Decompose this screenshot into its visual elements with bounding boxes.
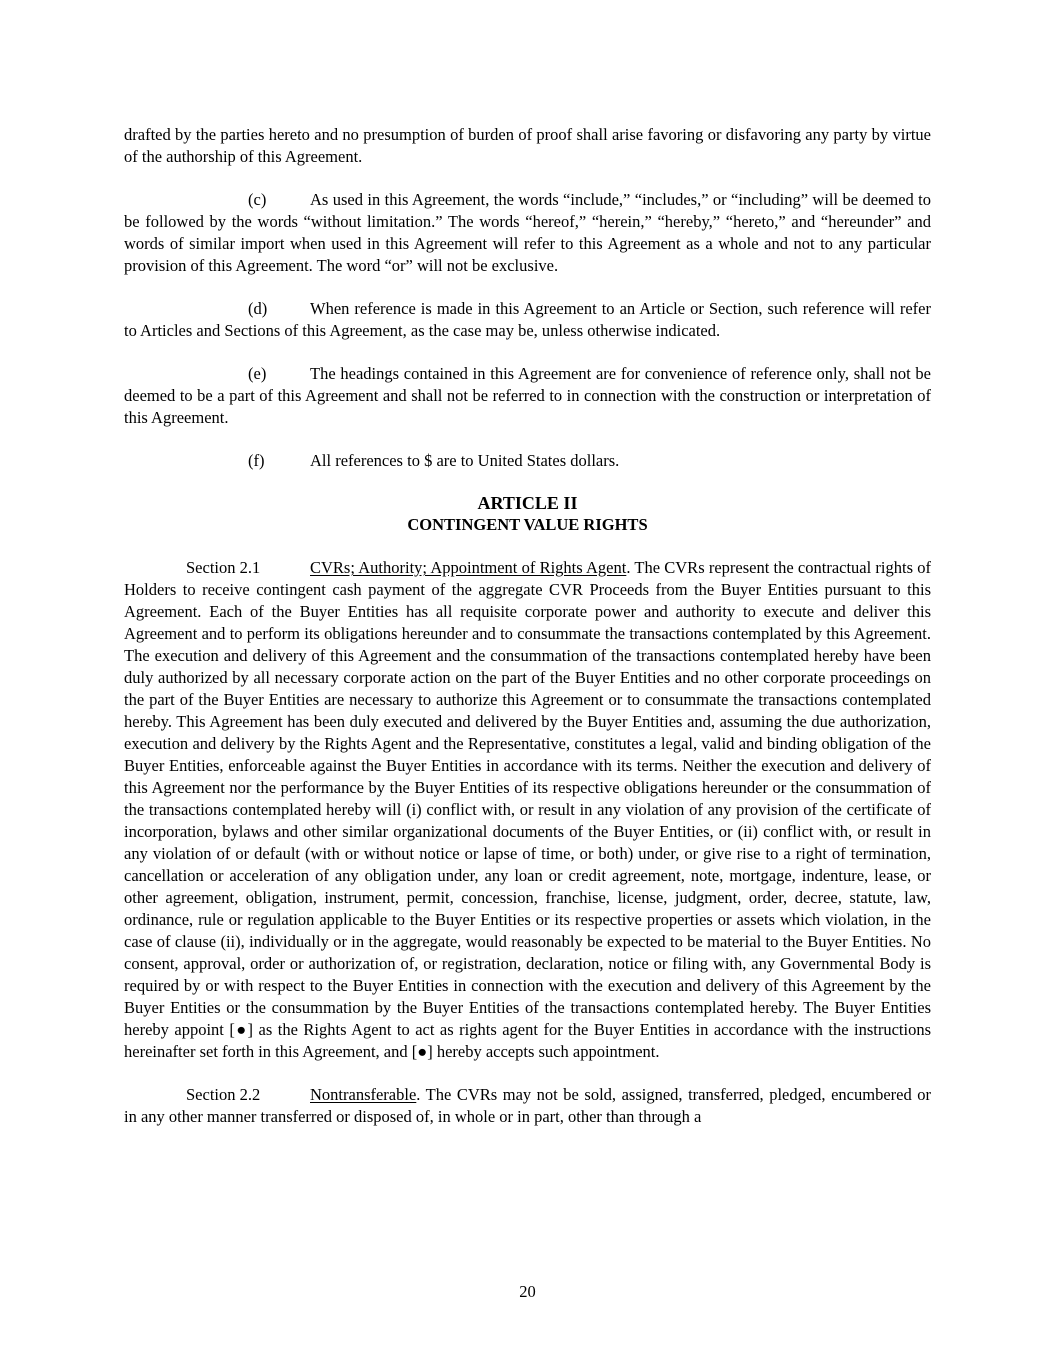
clause-d <box>124 298 931 342</box>
section-label: Section 2.2 <box>186 1085 261 1104</box>
clause-text: All references to $ are to United States dollars. <box>310 451 620 470</box>
clause-text: When reference is made in this Agreement to an Article or Section, such reference will refer to Articles and Sections of this Agreement, as the case may be, unless otherwise indicated. <box>124 299 931 340</box>
clause-text: The headings contained in this Agreement are for convenience of reference only, shall not be deemed to be a part of this Agreement and shall not be referred to in connection with the construction or interpretation of this Agreement. <box>124 364 931 427</box>
section-heading: Nontransferable <box>310 1085 417 1104</box>
section-2-1 <box>124 557 931 1063</box>
section-text: . The CVRs may not be sold, assigned, transferred, pledged, encumbered or in any other manner transferred or disposed of, in whole or in part, other than through a <box>124 1085 931 1126</box>
section-text: . The CVRs represent the contractual rights of Holders to receive contingent cash payment of the aggregate CVR Proceeds from the Buyer Entities pursuant to this Agreement. Each of the Buyer Entities has all requisite corporate power and authority to execute and deliver this Agreement and to perform its obligations hereunder and to consummate the transactions contemplated by this Agreement. The execution and delivery of this Agreement and the consummation of the transactions contemplated hereby have been duly authorized by all necessary corporate action on the part of the Buyer Entities and no other corporate proceedings on the part of the Buyer Entities are necessary to authorize this Agreement or to consummate the transactions contemplated hereby. This Agreement has been duly executed and delivered by the Buyer Entities and, assuming the due authorization, execution and delivery by the Rights Agent and the Representative, constitutes a legal, valid and binding obligation of the Buyer Entities, enforceable against the Buyer Entities in accordance with its terms. Neither the execution and delivery of this Agreement nor the performance by the Buyer Entities of its respective obligations hereunder or the consummation of the transactions contemplated hereby will (i) conflict with, or result in any violation of any provision of the certificate of incorporation, bylaws and other similar organizational documents of the Buyer Entities, or (ii) conflict with, or result in any violation of or default (with or without notice or lapse of time, or both) under, or give rise to a right of termination, cancellation or acceleration of any obligation under, any loan or credit agreement, note, mortgage, indenture, lease, or other agreement, obligation, instrument, permit, concession, franchise, license, judgment, order, decree, statute, law, ordinance, rule or regulation applicable to the Buyer Entities or its respective properties or assets which violation, in the case of clause (ii), individually or in the aggregate, would reasonably be expected to be material to the Buyer Entities. No consent, approval, order or authorization of, or registration, declaration, notice or filing with, any Governmental Body is required by or with respect to the Buyer Entities in connection with the execution and delivery of this Agreement by the Buyer Entities or the consummation by the Buyer Entities of the transactions contemplated hereby. The Buyer Entities hereby appoint [●] as the Rights Agent to act as rights agent for the Buyer Entities in accordance with the instructions hereinafter set forth in this Agreement, and [●] hereby accepts such appointment. <box>124 558 931 1061</box>
clause-f <box>124 450 931 472</box>
page-number: 20 <box>519 1282 536 1301</box>
article-title: CONTINGENT VALUE RIGHTS <box>407 515 648 534</box>
section-2-2 <box>124 1084 931 1128</box>
clause-e <box>124 363 931 429</box>
section-heading: CVRs; Authority; Appointment of Rights Agent <box>310 558 627 577</box>
continued-paragraph: drafted by the parties hereto and no presumption of burden of proof shall arise favoring or disfavoring any party by virtue of the authorship of this Agreement. <box>124 125 931 166</box>
clause-label: (d) <box>248 299 268 318</box>
clause-text: As used in this Agreement, the words “include,” “includes,” or “including” will be deemed to be followed by the words “without limitation.” The words “hereof,” “herein,” “hereby,” “hereto,” and “hereunder” and words of similar import when used in this Agreement will refer to this Agreement as a whole and not to any particular provision of this Agreement. The word “or” will not be exclusive. <box>124 190 931 275</box>
document-page <box>124 124 931 1128</box>
section-label: Section 2.1 <box>186 558 261 577</box>
article-number: ARTICLE II <box>477 493 578 513</box>
clause-label: (c) <box>248 190 267 209</box>
clause-c <box>124 189 931 277</box>
clause-label: (e) <box>248 364 267 383</box>
clause-label: (f) <box>248 451 265 470</box>
